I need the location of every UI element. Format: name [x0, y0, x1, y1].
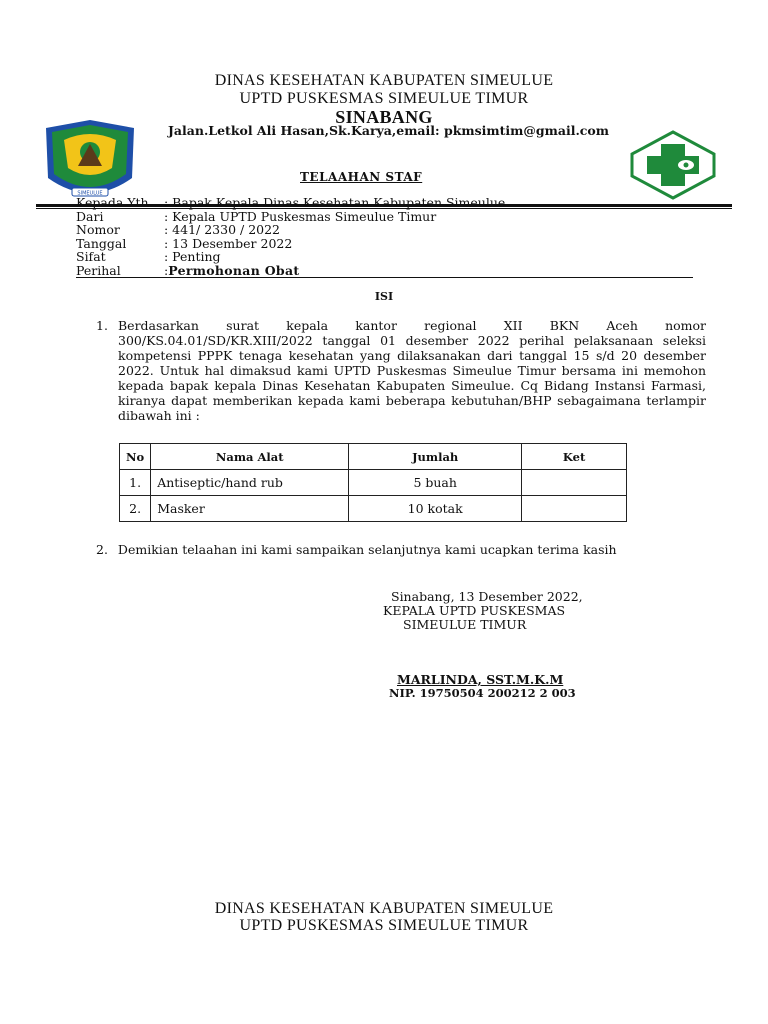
table-header-row [120, 444, 627, 470]
signature-nip: NIP. 19750504 200212 2 003 [389, 686, 576, 700]
metadata-rule [76, 277, 693, 278]
letter-metadata [76, 196, 505, 277]
regency-emblem-icon [42, 118, 138, 204]
col-jumlah: Jumlah [349, 444, 522, 470]
meta-row-from: Dari : Kepala UPTD Puskesmas Simeulue Timur [76, 208, 437, 224]
meta-row-nature: Sifat : Penting [76, 249, 221, 264]
signature-position-2: SIMEULUE TIMUR [403, 617, 527, 632]
signature-position-1: KEPALA UPTD PUSKESMAS [383, 603, 566, 618]
header-line-2: UPTD PUSKESMAS SIMEULUE TIMUR [239, 90, 529, 107]
paragraph-2 [96, 542, 617, 557]
footer-line-1: DINAS KESEHATAN KABUPATEN SIMEULUE [214, 900, 554, 917]
meta-row-date: Tanggal : 13 Desember 2022 [76, 235, 293, 251]
signature-place-date: Sinabang, 13 Desember 2022, [391, 589, 583, 604]
paragraph-2-text: Demikian telaahan ini kami sampaikan selanjutnya kami ucapkan terima kasih [117, 542, 617, 557]
footer-line-2: UPTD PUSKESMAS SIMEULUE TIMUR [239, 917, 529, 934]
table-row: 1. Antiseptic/hand rub 5 buah [120, 470, 627, 496]
items-table [119, 443, 627, 522]
header-line-1: DINAS KESEHATAN KABUPATEN SIMEULUE [214, 72, 554, 89]
meta-row-recipient: Kepada Yth : Bapak Kepala Dinas Kesehatan Kabupaten Simeulue [76, 195, 506, 210]
meta-row-subject: Perihal : Permohonan Obat [76, 262, 300, 278]
meta-row-number: Nomor : 441/ 2330 / 2022 [76, 222, 281, 237]
document-title: TELAAHAN STAF [300, 170, 423, 184]
puskesmas-logo-icon [630, 130, 716, 200]
paragraph-2-number: 2. [96, 542, 108, 557]
isi-heading: ISI [374, 290, 394, 303]
col-ket: Ket [522, 444, 627, 470]
header-line-3: SINABANG [335, 107, 433, 127]
paragraph-1 [96, 318, 706, 423]
table-row: 2. Masker 10 kotak [120, 496, 627, 522]
paragraph-1-text: Berdasarkan surat kepala kantor regional XII BKN Aceh nomor 300/KS.04.01/SD/KR.XIII/2022 tanggal 01 desember 2022 perihal pelaksanaan seleksi kompetensi PPPK tenaga kesehatan yang dilaksanakan dari tanggal 15 s/d 20 desember 2022. Untuk hal dimaksud kami UPTD Puskesmas Simeulue Timur bersama ini memohon kepada bapak kepala Dinas Kesehatan Kabupaten Simeulue. Cq Bidang Instansi Farmasi, kiranya dapat memberikan kepada kami beberapa kebutuhan/BHP sebagaimana terlampir dibawah ini : [118, 318, 706, 423]
signature-name: MARLINDA, SST.M.K.M [397, 672, 564, 687]
paragraph-1-number: 1. [96, 318, 108, 333]
header-address: Jalan.Letkol Ali Hasan,Sk.Karya,email: pkmsimtim@gmail.com [168, 123, 609, 138]
col-nama-alat: Nama Alat [151, 444, 349, 470]
regency-emblem-text: SIMEULUE [77, 190, 103, 197]
col-no: No [120, 444, 151, 470]
